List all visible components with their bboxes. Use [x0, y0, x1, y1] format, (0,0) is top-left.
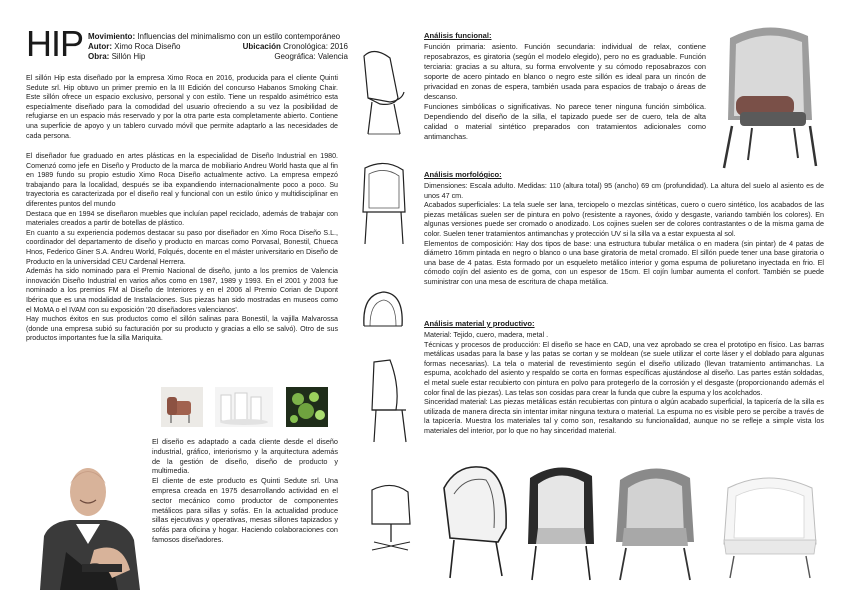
page-title: HIP	[26, 23, 84, 64]
funcional-paragraph: Función primaria: asiento. Función secundaria: individual de relax, contiene reposabrazos, es giratoria (según el modelo elegido), pero no es graduable. Función terciaria: gracias a su altura, su forma envolvente y su cómodo reposabrazos con soporte de acero pintado en blanco o negro este sillón es ideal para un rincón de privacidad en zonas de espera, también usada para espacios de trabajo o áreas de descanso.	[424, 42, 706, 101]
chair-sketch-side-2	[360, 356, 416, 446]
chair-render-main	[712, 22, 824, 174]
bio-paragraph: En cuanto a su experiencia podemos destacar su paso por diseñador en Ximo Roca Diseño S.L., coordinador del departamento de diseño y producto en marcas como Porvasal, Bonestil, Chueca Hnos, Federico Giner S.A. Andreu World, Folqués, docente en el máster universitario en Diseño de Producto en la universidad CEU Cardenal Herrera.	[26, 228, 338, 266]
bio-paragraph: Además ha sido nominado para el Premio Nacional de diseño, junto a los premios de Valencia innovación Diseño Industrial en varios años como en 1987, 1989 y 1993. En el 2001 y 2003 fue nominado a los premios FM al Diseño de Interiores y en el 2006 al Premio Corian de Dupont Ibérica que es una modalidad de Instalaciones. Sus piezas han sido mostradas en museos como el MoMA o el IVAM con su exposición '20 diseñadores valencianos'.	[26, 267, 338, 314]
funcional-section	[424, 31, 706, 142]
chair-sketch-swivel	[362, 480, 420, 560]
bio-section	[26, 152, 338, 344]
morfologico-section	[424, 170, 824, 287]
intro-paragraph: El sillón Hip esta diseñado por la empresa Ximo Roca en 2016, producida para el cliente Quinti Sedute srl. Hip obtuvo un primer premio en la III Edición del concurso Habanos Smoking Chair. Este sillón ofrece un espacio exclusivo, personal y con estilo. Tiene un respaldo asimétrico esta especialmente diseñado para la comodidad del usuario ofreciendo a su vez la posibilidad de refugiarse en un espacio más reservado y por la otra parte esta completamente abierto. Contiene una superficie de apoyo y un tablero curvado móvil que permite adaptarlo a las necesidades de cada persona.	[26, 74, 338, 140]
chair-sketch-front	[355, 160, 413, 250]
client-paragraph: El diseño es adaptado a cada cliente desde el diseño industrial, gráfico, interiorismo y la arquitectura además de la gestión de diseño, diseño de producto y multimedia.	[152, 437, 338, 476]
client-paragraph: El cliente de este producto es Quinti Sedute srl. Una empresa creada en 1975 desarrollando actividad en el sector mecánico como productor de componentes metálicos para sillas y sofás. En la actualidad produce sillas ejecutivas y operativas, mesas sillones tapizados y sofás para oficina y hogar. Haciendo colaboraciones con famosos diseñadores.	[152, 476, 338, 544]
obra-line: Obra: Sillón Hip	[88, 52, 146, 61]
chair-sketch-side-1	[350, 40, 412, 140]
material-paragraph: Material: Tejido, cuero, madera, metal .	[424, 330, 549, 339]
morfologico-heading: Análisis morfológico:	[424, 170, 502, 179]
header-meta	[88, 32, 348, 62]
chair-render-wire	[436, 458, 516, 584]
designer-portrait	[30, 440, 148, 590]
product-photo-chair-green	[286, 387, 328, 427]
chair-render-white	[708, 470, 828, 582]
morfologico-paragraph: Elementos de composición: Hay dos tipos de base: una estructura tubular metálica o en madera (sin pintar) de 4 patas de diámetro 16mm pintada en negro o blanco o una base giratoria de metal cromado. El sillón puede tener una base giratoria o una base de 4 patas. Esta formado por un esqueleto metálico interior y goma espuma de poliuretano inyectada en frio. El cómodo cojín del asiento es de goma, con un espesor de 15cm. El cojín lumbar aumenta el confort. También se puede suministrar con una mesa de escritura de chapa metálica.	[424, 238, 824, 286]
funcional-paragraph: Funciones simbólicas o significativas. No parece tener ninguna función simbólica. Dependiendo del diseño de la silla, el tapizado puede ser de cuero, tela de alta calidad o material sintético preparados con tratamientos adicionales como antimanchas.	[424, 102, 706, 141]
bio-paragraph: El diseñador fue graduado en artes plásticas en la especialidad de Diseño Industrial en 1980. Comenzó como jefe en Diseño y Producto de la marca de mobiliario Andreu World hasta que al fin en 1989 fundo su propio estudio Ximo Roca Diseño actualmente activo. La empresa empezó trabajando para la localidad, después se iba expandiendo internacionalmente poco a poco. Su trayectoria es caracterizada por el diseño real y funcional con un estilo único y multidisciplinar en diferentes puntos del mundo	[26, 152, 338, 208]
chair-sketch-top	[358, 286, 408, 336]
material-section	[424, 319, 824, 436]
movimiento-line: Movimiento: Influencias del minimalismo con un estilo contemporáneo	[88, 32, 341, 41]
morfologico-paragraph: Acabados superficiales: La tela suele ser lana, terciopelo o mezclas sintéticas, cuero o cuero sintético, los acabados de las piezas metálicas suelen ser de pintura en polvo (resistente a rayones, óxido y desgaste, variando también los colores). En algunas versiones puede ser cromado o anodizado. Los cojines suelen ser de colores contrastantes o de la misma gama de color. Suelen tener tratamientos antimanchas y protección UV si la silla va a estar expuesta al sol.	[424, 200, 824, 238]
chair-render-gray	[604, 458, 704, 584]
product-photo-sofa	[161, 387, 203, 427]
material-paragraph: Técnicas y procesos de producción: El diseño se hace en CAD, una vez aprobado se crea el prototipo en físico. Las barras metálicas usadas para la base y las patas se cortan y se moldean (se suele utilizar el corte láser y el doblado para algunas formas necesarias). La tela o material de revestimiento según el diseño utilizado (llevan tratamiento antimanchas. La espuma, acolchado del asiento y respaldo se corta en formas específicas ajustándose al diseño. Las partes están soldadas, el metal suele estar recubierto con pintura en polvo para protegerlo de la corrosión y el desgaste (proporcionando además el color final de las piezas). Las telas son cosidas para crear la funda que cubre la espuma y los acolchados.	[424, 339, 824, 397]
ubicacion-line: Ubicación Cronológica: 2016	[242, 42, 348, 51]
product-photo-dishes	[215, 387, 273, 427]
funcional-heading: Análisis funcional:	[424, 31, 492, 40]
client-section	[152, 437, 338, 545]
material-heading: Análisis material y productivo:	[424, 319, 535, 328]
bio-paragraph: Hay muchos éxitos en sus productos como el sillón salinas para Bonestil, la vajilla Malvarossa (donde una empresa subió su facturación por su producto y gracias a ello se salvó). Otro de sus productos importantes fue la silla Mariquita.	[26, 315, 338, 343]
material-paragraph: Sinceridad material: Las piezas metálicas están recubiertas con pintura o algún acabado superficial, la tapicería de la silla es utilizada de manera directa sin intentar imitar ninguna textura o material. La espuma no es visible pero se percibe a través de la tapicería. Muestra los materiales tal y como son, resaltando su funcionalidad, aunque no se refleje a simple vista los materiales del interior, por lo que no hay sinceridad material.	[424, 397, 824, 435]
bio-paragraph: Destaca que en 1994 se diseñaron muebles que incluían papel reciclado, además de trabajar con materiales creados a partir de botellas de plástico.	[26, 209, 338, 228]
geografica-line: Geográfica: Valencia	[274, 52, 348, 61]
morfologico-paragraph: Dimensiones: Escala adulto. Medidas: 110 (altura total) 95 (ancho) 69 cm (profundidad). La altura del suelo al asiento es de unos 47 cm.	[424, 181, 824, 200]
chair-render-black	[520, 458, 602, 584]
autor-line: Autor: Ximo Roca Diseño	[88, 42, 181, 51]
